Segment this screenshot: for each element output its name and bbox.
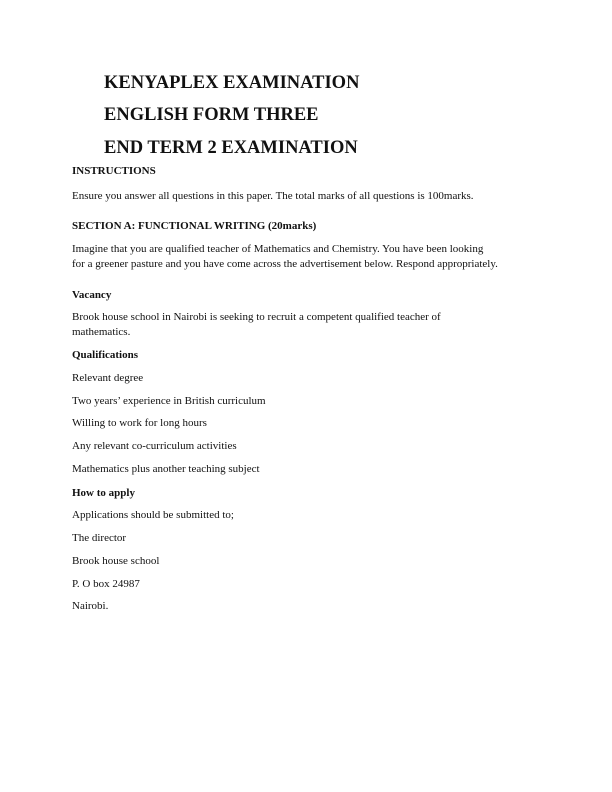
apply-line: Nairobi. [72,600,109,612]
section-a-heading: SECTION A: FUNCTIONAL WRITING (20marks) [72,220,317,232]
qualification-item: Willing to work for long hours [72,417,207,429]
title-line: END TERM 2 EXAMINATION [104,138,358,158]
instructions-text: Ensure you answer all questions in this paper. The total marks of all questions is 100marks. [72,190,474,202]
qualification-item: Any relevant co-curriculum activities [72,440,237,452]
qualification-item: Mathematics plus another teaching subject [72,463,260,475]
vacancy-text: Brook house school in Nairobi is seeking to recruit a competent qualified teacher of [72,311,441,323]
section-a-prompt: for a greener pasture and you have come across the advertisement below. Respond appropriately. [72,258,498,270]
title-line: KENYAPLEX EXAMINATION [104,73,360,93]
apply-line: The director [72,532,127,544]
apply-line: Applications should be submitted to; [72,509,234,521]
vacancy-heading: Vacancy [72,289,112,301]
vacancy-text: mathematics. [72,326,131,338]
apply-heading: How to apply [72,487,135,499]
apply-line: Brook house school [72,555,160,567]
section-a-prompt: Imagine that you are qualified teacher of Mathematics and Chemistry. You have been looking [72,243,484,255]
qualifications-heading: Qualifications [72,349,139,361]
title-line: ENGLISH FORM THREE [104,105,319,125]
qualification-item: Two years’ experience in British curriculum [72,395,266,407]
instructions-heading: INSTRUCTIONS [72,165,156,177]
qualification-item: Relevant degree [72,372,144,384]
apply-line: P. O box 24987 [72,578,140,590]
